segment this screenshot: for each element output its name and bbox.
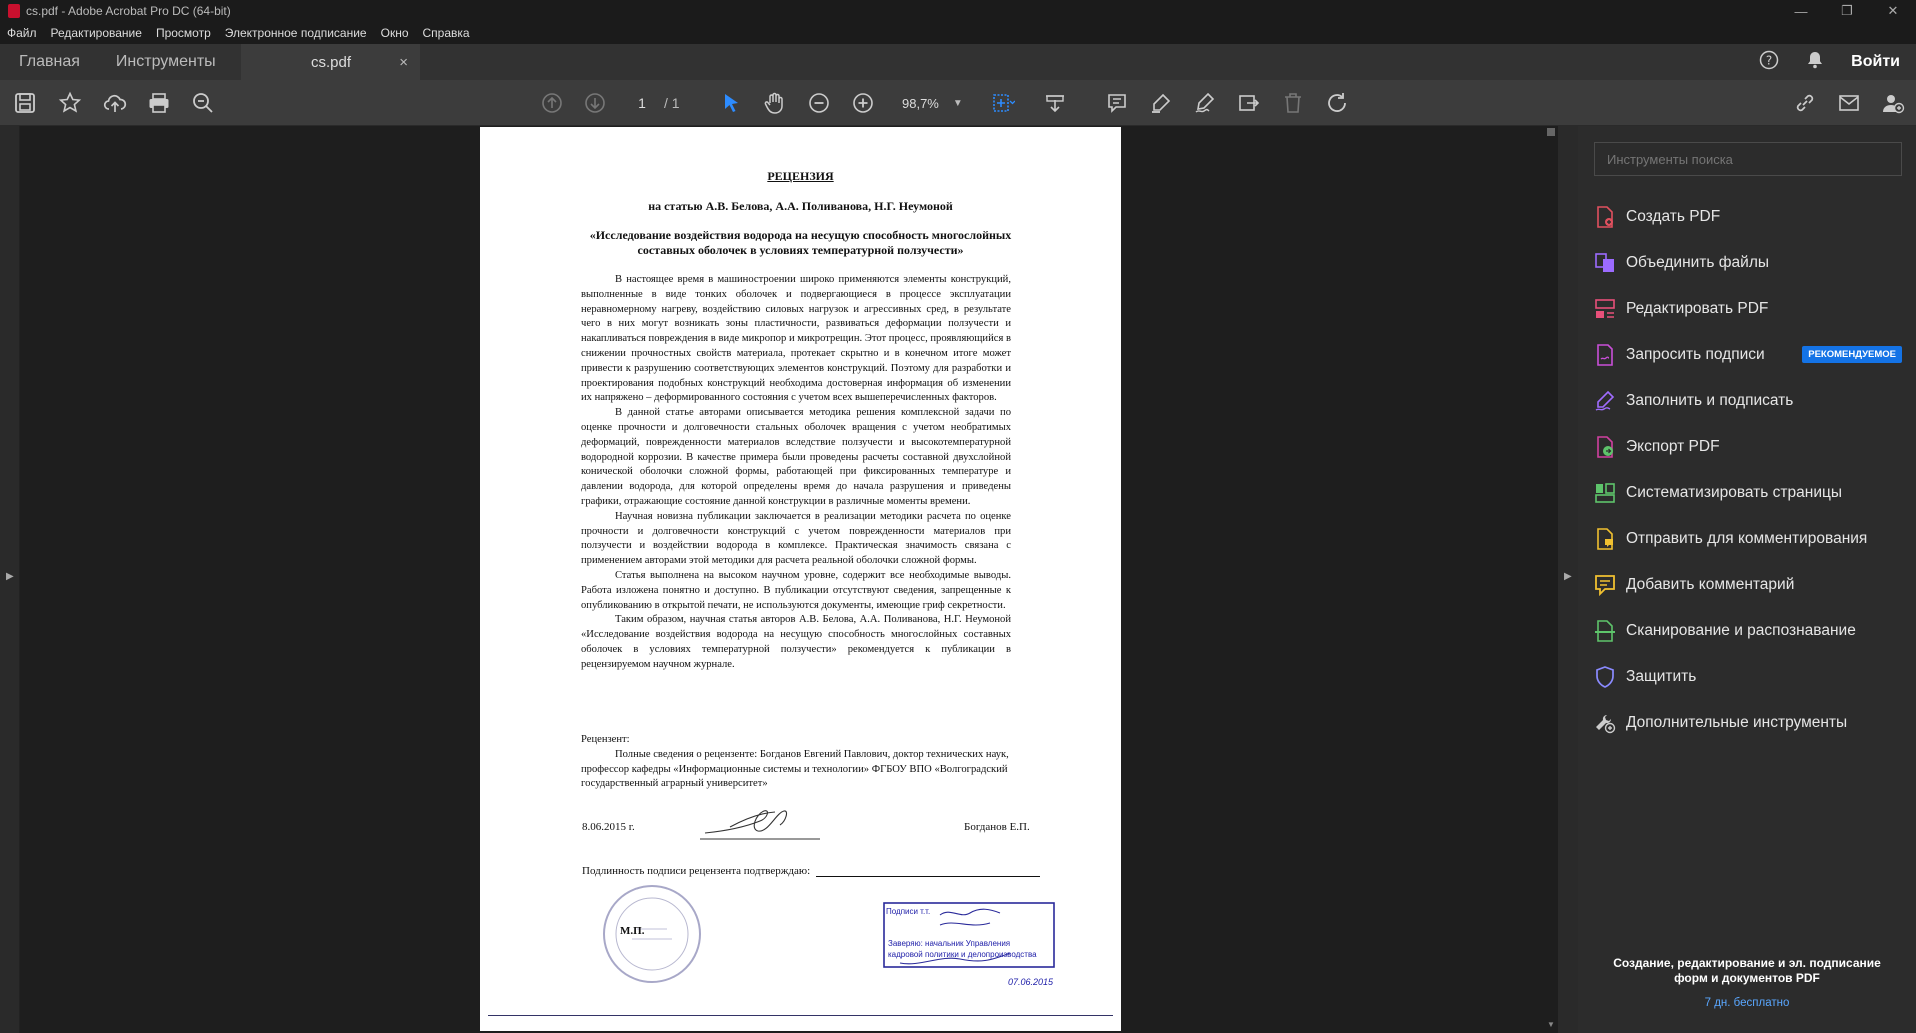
tool-create-pdf[interactable] [1592,194,1912,240]
tool-export-pdf[interactable] [1592,424,1912,470]
help-icon[interactable] [1759,50,1779,75]
tool-label: Дополнительные инструменты [1626,714,1848,731]
menu-bar [0,22,1916,44]
doc-reviewer-label: Рецензент: [581,734,630,745]
tools-panel [1578,126,1916,1033]
acrobat-app-icon [8,4,20,18]
tool-label: Защитить [1626,668,1697,685]
zoom-search-icon[interactable] [188,88,218,118]
scroll-mode-icon[interactable] [1040,88,1070,118]
edit-pdf-icon [1592,296,1618,322]
tool-edit-pdf[interactable] [1592,286,1912,332]
tool-protect[interactable] [1592,654,1912,700]
comment-icon [1592,572,1618,598]
doc-paragraph: В настоящее время в машиностроении широко применяются элементы конструкций, выполненные в виде тонких оболочек и подвергающиеся в процессе эксплуатации неравномерному нагреву, воздействию силовых нагрузок и агрессивных сред, в результате чего в них могут возникать зоны пластичности, развиваться деформации ползучести и накапливаться повреждения в виде микропор и микротрещин. Этот процесс, проявляющийся в снижении прочностных свойств материала, протекает скрытно и в конечном итоге может привести к разрушению соответствующих элементов конструкций. Поэтому для разработки и проектирования подобных конструкций необходима достоверная информация об изменении их напряжено – деформированного состояния с учетом всех вышеперечисленных факторов. [581,274,1011,404]
chevron-down-icon: ▼ [952,97,963,109]
chevron-right-icon: ▶ [1564,571,1572,582]
tools-list [1592,194,1912,746]
notifications-bell-icon[interactable] [1805,50,1825,75]
doc-reviewer-block [581,733,1011,792]
tool-label: Сканирование и распознавание [1626,622,1856,639]
menu-edit[interactable]: Редактирование [50,26,142,40]
scrollbar-thumb[interactable] [1547,128,1555,136]
tool-label: Добавить комментарий [1626,576,1795,593]
signature-line [816,876,1040,877]
email-icon[interactable] [1834,88,1864,118]
maximize-button[interactable]: ❐ [1841,3,1853,18]
menu-help[interactable]: Справка [422,26,470,40]
free-trial-link[interactable]: 7 дн. бесплатно [1704,997,1790,1009]
left-panel-toggle[interactable] [0,126,20,1033]
combine-files-icon [1592,250,1618,276]
doc-date: 8.06.2015 г. [582,821,635,833]
pdf-page [480,127,1121,1031]
add-user-icon[interactable] [1878,88,1908,118]
doc-body [581,273,1011,673]
doc-paragraph: Таким образом, научная статья авторов А.В. Белова, А.А. Поливанова, Н.Г. Неумоной «Исследование воздействия водорода на несущую способность многослойных составных оболочек в условиях температурной ползучести» рекомендуется к публикации в рецензируемом научном журнале. [581,614,1011,670]
close-tab-button[interactable]: × [399,53,408,71]
trial-promo [1578,956,1916,1011]
doc-mp-label: М.П. [620,925,645,937]
round-seal-stamp [597,879,707,989]
send-for-signature-icon[interactable] [1234,88,1264,118]
tool-send-comment[interactable] [1592,516,1912,562]
scan-icon [1592,618,1618,644]
doc-confirm-label: Подлинность подписи рецензента подтверждаю: [582,865,811,877]
stamp-line1: Подписи т.т. [886,907,931,916]
menu-esign[interactable]: Электронное подписание [224,26,367,40]
window-controls [1778,0,1916,22]
highlight-pen-icon[interactable] [1146,88,1176,118]
tool-scan[interactable] [1592,608,1912,654]
doc-subtitle: на статью А.В. Белова, А.А. Поливанова, Н.Г. Неумоной [648,199,953,213]
chevron-right-icon: ▶ [6,571,14,582]
create-pdf-icon [1592,204,1618,230]
menu-window[interactable]: Окно [380,26,409,40]
tool-add-comment[interactable] [1592,562,1912,608]
tool-label: Создать PDF [1626,208,1721,225]
doc-paragraph: Научная новизна публикации заключается в реализации методики расчета по оценке прочности и долговечности конструкций с учетом поврежденности материалов при ползучести и воздействии водорода в комплексе. Практическая значимость связана с применением авторами этой методики для расчета реальной оболочки сложной формы. [581,510,1011,567]
promo-line1: Создание, редактирование и эл. подписание [1613,956,1881,970]
comment-icon[interactable] [1102,88,1132,118]
menu-view[interactable]: Просмотр [155,26,211,40]
tab-tools[interactable]: Инструменты [115,53,216,70]
tool-label: Объединить файлы [1626,254,1770,271]
header-actions [1759,44,1900,80]
doc-reviewer-info: Полные сведения о рецензенте: Богданов Евгений Павлович, доктор технических наук, профессор кафедры «Информационные системы и технологии» ФГБОУ ВПО «Волгоградский государственный аграрный университет» [581,748,1009,790]
fit-page-icon[interactable] [988,88,1018,118]
zoom-out-icon[interactable] [804,88,834,118]
doc-article-title [580,228,1021,258]
share-link-icon[interactable] [1790,88,1820,118]
tab-bar [0,44,1916,80]
stamp-line2: Заверяю: начальник Управления [888,939,1011,948]
tab-document-label: cs.pdf [311,53,352,71]
zoom-level-dropdown[interactable] [888,91,964,115]
tab-home[interactable]: Главная [19,53,80,70]
stamp-line3: кадровой политики и делопроизводства [888,950,1037,959]
tool-label: Отправить для комментирования [1626,530,1868,547]
cloud-upload-icon[interactable] [100,88,130,118]
scroll-down-arrow-icon[interactable]: ▼ [1547,1020,1555,1029]
svg-text:?: ? [1765,53,1773,67]
rotate-icon[interactable] [1322,88,1352,118]
document-viewport[interactable] [20,126,1548,1033]
tool-label: Запросить подписи [1626,346,1765,363]
doc-title: РЕЦЕНЗИЯ [767,169,834,183]
tool-fill-sign[interactable] [1592,378,1912,424]
promo-line2: форм и документов PDF [1674,971,1820,985]
page-number-input[interactable]: 1 [638,95,646,111]
next-page-icon[interactable] [580,88,610,118]
doc-confirm [582,865,1040,877]
tool-more-tools[interactable] [1592,700,1912,746]
doc-signer: Богданов Е.П. [964,821,1030,833]
page-count: / 1 [664,95,680,111]
tab-document[interactable] [241,44,420,80]
menu-file[interactable]: Файл [7,26,37,40]
export-pdf-icon [1592,434,1618,460]
zoom-level-value: 98,7% [902,95,939,111]
doc-paragraph: Статья выполнена на высоком научном уровне, содержит все необходимые выводы. Работа изложена понятно и доступно. В публикации отсутствуют сведения, запрещенные к опубликованию в открытой печати, не используются документы, имеющие гриф секретности. [581,569,1011,611]
vertical-scrollbar[interactable] [1544,126,1558,1033]
page-bottom-rule [488,1015,1113,1016]
print-icon[interactable] [144,88,174,118]
tool-organize-pages[interactable] [1592,470,1912,516]
bookmark-star-icon[interactable] [55,88,85,118]
minimize-button[interactable]: — [1794,3,1808,19]
tool-label: Систематизировать страницы [1626,484,1842,501]
previous-page-icon[interactable] [537,88,567,118]
close-window-button[interactable]: ✕ [1887,3,1899,18]
tools-search-input[interactable] [1594,142,1902,176]
request-signatures-icon [1592,342,1618,368]
tool-label: Заполнить и подписать [1626,392,1794,409]
doc-paragraph: В данной статье авторами описывается методика решения комплексной задачи по оценке прочности и долговечности стальных оболочек вращения с учетом необратимых деформаций, поврежденности материалов вследствие ползучести и высокотемпературной водородной коррозии. В качестве примера были проведены расчеты составной двухслойной конической оболочки сложной формы, работающей при фиксированных температуре и давлении водорода, для которой определены время до начала разрушения и приведены графики, отражающие состояние данной конструкции в различные моменты времени. [581,407,1011,507]
more-tools-icon [1592,710,1618,736]
main-toolbar [0,80,1916,126]
sign-icon[interactable] [1190,88,1220,118]
select-cursor-icon[interactable] [716,88,746,118]
handwritten-signature [700,803,850,843]
stamp-date: 07.06.2015 [1008,977,1054,987]
protect-icon [1592,664,1618,690]
tool-label: Редактировать PDF [1626,300,1769,317]
right-panel-toggle[interactable] [1558,126,1578,1033]
doc-article-line1: «Исследование воздействия водорода на несущую способность многослойных [589,228,1012,242]
send-comment-icon [1592,526,1618,552]
delete-trash-icon[interactable] [1278,88,1308,118]
window-title: cs.pdf - Adobe Acrobat Pro DC (64-bit) [26,4,231,18]
organize-pages-icon [1592,480,1618,506]
tool-label: Экспорт PDF [1626,438,1720,455]
title-bar [0,0,1916,22]
fill-sign-icon [1592,388,1618,414]
hand-tool-icon[interactable] [760,88,790,118]
tool-combine-files[interactable] [1592,240,1912,286]
recommended-badge: РЕКОМЕНДУЕМОЕ [1802,346,1902,363]
save-icon[interactable] [10,88,40,118]
tool-request-signatures[interactable] [1592,332,1912,378]
signin-button[interactable]: Войти [1851,53,1900,70]
doc-article-line2: составных оболочек в условиях температурной ползучести» [637,243,964,257]
zoom-in-icon[interactable] [848,88,878,118]
